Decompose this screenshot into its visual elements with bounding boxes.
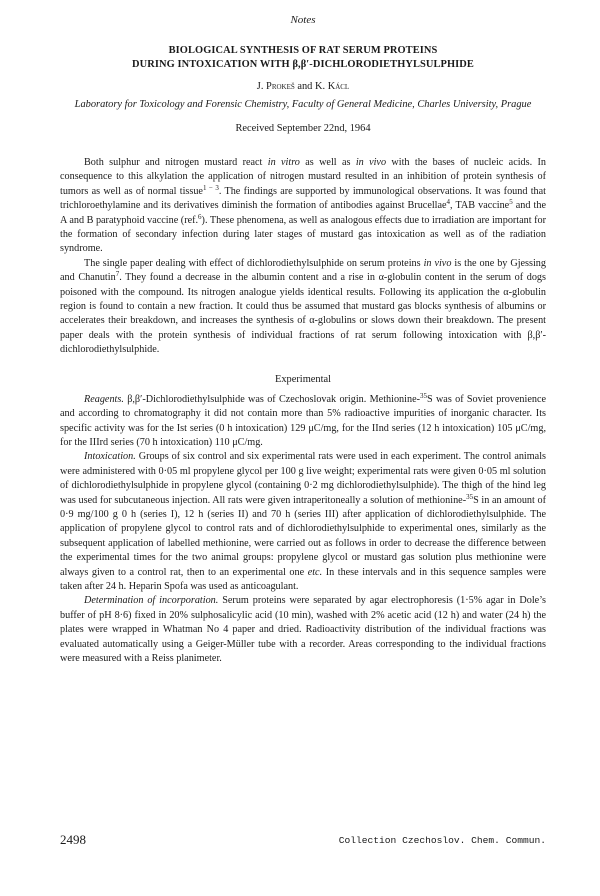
section-heading-experimental: Experimental <box>275 373 331 385</box>
intoxication-paragraph <box>60 450 546 594</box>
runin-heading-intoxication: Intoxication. <box>84 451 136 463</box>
reference-marker: 4 <box>446 198 451 207</box>
reference-marker: 5 <box>509 198 513 207</box>
title-line-2: DURING INTOXICATION WITH β,β′-DICHLORODIETHYLSULPHIDE <box>132 59 474 70</box>
intro-paragraph-1 <box>60 156 546 257</box>
running-head: Notes <box>290 14 316 26</box>
author-2-initial: K. <box>314 81 328 92</box>
italic-term: in vitro <box>267 157 300 168</box>
intro-paragraph-2 <box>60 257 546 358</box>
text-run: Groups of six control and six experimental rats were used in each experiment. The control animals were administered with 0·05 ml propylene glycol per 100 g live weight; experimental rats were given 0·05 ml solution of dichlorodiethylsulphide in propylene glycol (containing 0·2 mg dichlorodiethylsulphide). The thigh of the hind leg was used for subcutaneous injection. All rats were given intraperitoneally a solution of methionine- <box>60 451 546 506</box>
runin-heading-incorporation: Determination of incorporation. <box>84 595 219 607</box>
text-run: , TAB vaccine <box>450 200 510 212</box>
reference-marker: 7 <box>115 270 120 279</box>
text-run: as well as <box>299 157 356 168</box>
journal-name: Collection Czechoslov. Chem. Commun. <box>338 835 546 846</box>
author-1-initial: J. <box>256 81 267 92</box>
page-number: 2498 <box>60 832 86 847</box>
italic-term: in vivo <box>355 157 387 168</box>
text-run: with the bases of nucleic acids. In consequence to this alkylation the application of nitrogen mustard resulted in an inhibition of protein synthesis of tumors as well as of normal tissue <box>60 157 546 197</box>
article-body <box>60 156 546 666</box>
author-1-surname: Prokeš <box>266 81 295 92</box>
author-2-surname: Kácl <box>327 81 350 92</box>
isotope-superscript: 35 <box>419 391 427 400</box>
affiliation: Laboratory for Toxicology and Forensic Chemistry, Faculty of General Medicine, Charles University, Prague <box>74 99 532 110</box>
text-run: . They found a decrease in the albumin content and a rise in α-globulin content in the serum of dogs poisoned with the compound. Its nitrogen analogue yields identical results. Following its application the α-globulin region is found to contain a new fraction. It could thus be assumed that mustard gas blocks synthesis of albumins or accelerates their breakdown, and increases the synthesis of α-globulins or slows down their breakdown. The present paper deals with the protein synthesis of individual fractions of rat serum following intoxication with β,β′-dichlorodiethylsulphide. <box>60 272 546 356</box>
text-run: β,β′-Dichlorodiethylsulphide was of Czechoslovak origin. Methionine- <box>123 393 420 405</box>
incorporation-paragraph <box>60 594 546 666</box>
article-page <box>60 14 546 666</box>
reference-marker: 1 − 3 <box>202 183 219 192</box>
article-title <box>60 44 546 72</box>
received-date: Received September 22nd, 1964 <box>235 123 371 134</box>
text-run: S was of Soviet provenience and according to chromatography it did not contain more than 5% radioactive impurities of inorganic character. Its specific activity was for the Ist series (0 h intoxication) 129 μC/mg, for the IInd series (12 h intoxication) 105 μC/mg, for the IIIrd series (70 h intoxication) 110 μC/mg. <box>60 393 547 448</box>
italic-term: etc. <box>307 566 323 578</box>
text-run: and the A and B paratyphoid vaccine (ref. <box>60 200 546 226</box>
authors <box>60 80 546 94</box>
italic-term: in vivo <box>423 257 452 269</box>
text-run: Serum proteins were separated by agar electrophoresis (1·5% agar in Dole’s buffer of pH 8·6) fixed in 20% sulphosalicylic acid (10 min), washed with 2% acetic acid (12 h) and water (24 h) the plates were wrapped in Whatman No 4 paper and dried. Radioactivity distribution of the individual fractions was evaluated automatically using a Geiger-Müller tube with a recorder. Areas corresponding to the individual fractions were measured with a Reiss planimeter. <box>60 595 546 664</box>
text-run: The single paper dealing with effect of dichlorodiethylsulphide on serum proteins <box>84 257 424 269</box>
reference-marker: 6 <box>198 212 202 221</box>
page-footer <box>60 832 546 852</box>
text-run: In these intervals and in this sequence samples were taken after 24 h. Heparin Spofa was used as anticoagulant. <box>60 566 547 592</box>
text-run: is the one by Gjessing and Chanutin <box>60 257 546 284</box>
text-run: ). These phenomena, as well as analogous effects due to irradiation are important for the formation of secondary infection during later stages of mustard gas intoxication as well as of the radiation syndrome. <box>60 214 547 255</box>
author-separator: and <box>294 81 315 92</box>
text-run: Both sulphur and nitrogen mustard react <box>84 157 268 168</box>
reagents-paragraph <box>60 393 546 451</box>
runin-heading-reagents: Reagents. <box>84 393 124 405</box>
text-run: S in an amount of 0·9 mg/100 g 0 h (series I), 12 h (series II) and 70 h (series III) after application of dichlorodiethylsulphide. The application of propylene glycol to control rats and of dichlorodiethylsulphide to experimental ones, similarly as the subsequent application of labelled methionine, were carried out as follows in order to decrease the difference between the experimental times for the two animal groups: propylene glycol or mustard gas solution plus methionine were always given to a control rat, then to an experimental one <box>60 494 546 578</box>
title-line-1: BIOLOGICAL SYNTHESIS OF RAT SERUM PROTEINS <box>168 45 438 56</box>
isotope-superscript: 35 <box>466 492 474 501</box>
text-run: . The findings are supported by immunological observations. It was found that trichloroethylamine and its derivatives diminish the formation of antibodies against Brucellae <box>60 185 546 212</box>
